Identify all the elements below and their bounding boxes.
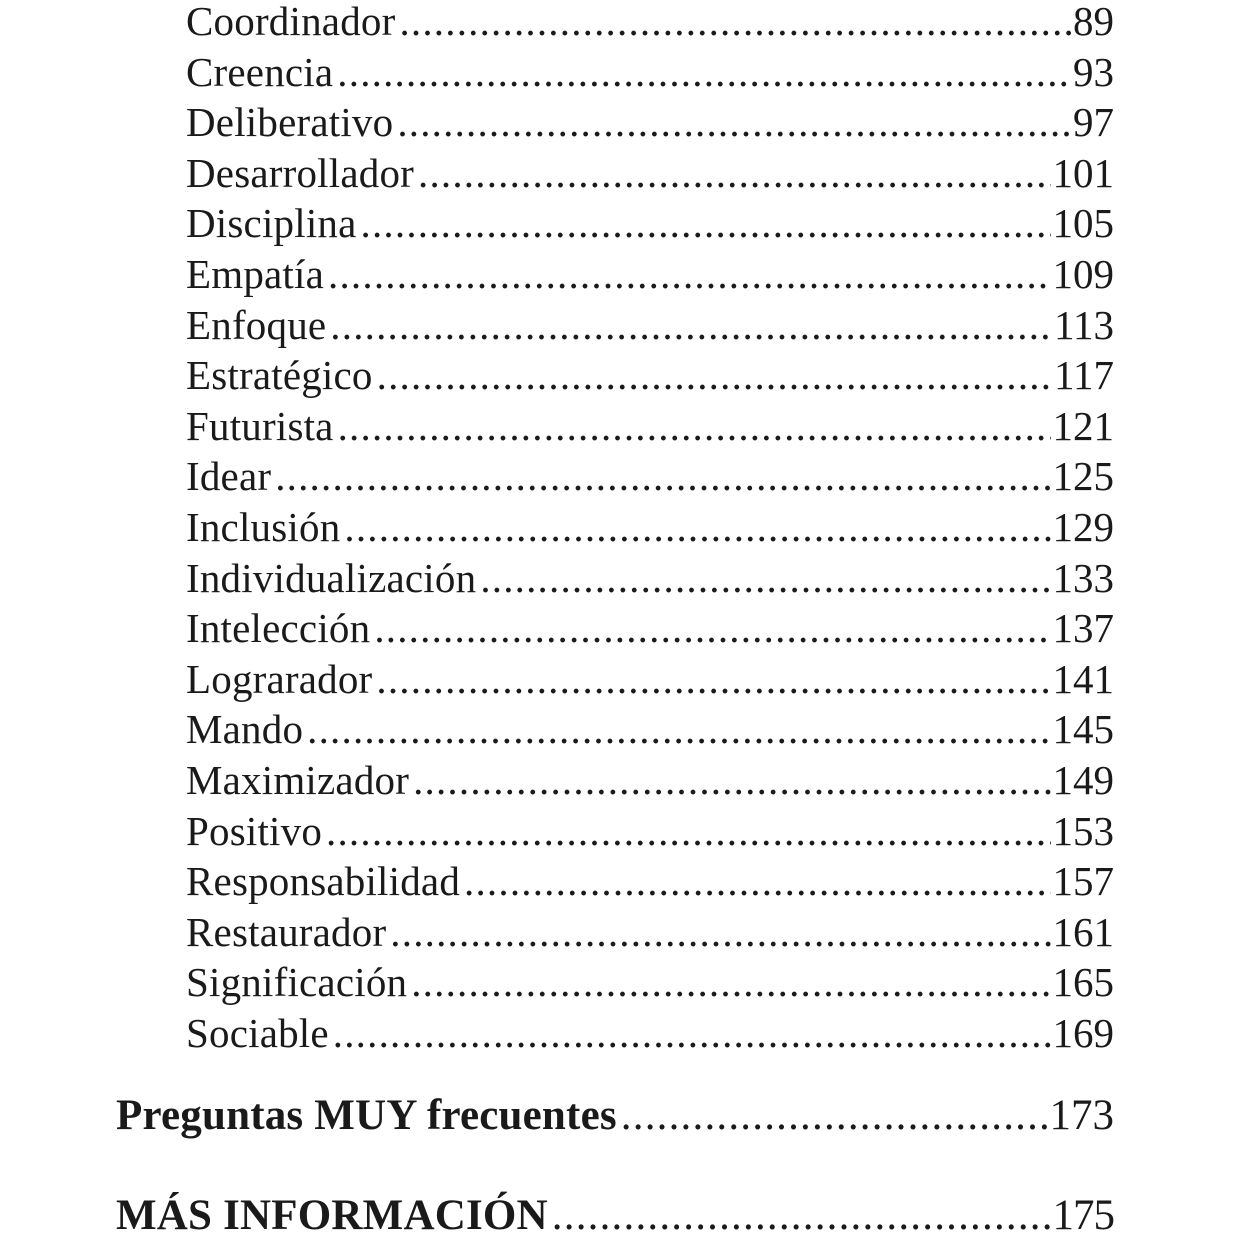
toc-entry-responsabilidad[interactable] xyxy=(186,856,1114,907)
dot-leader xyxy=(411,957,1050,1008)
toc-entry-page-number: 109 xyxy=(1052,250,1114,297)
toc-entry-maximizador[interactable] xyxy=(186,755,1114,806)
toc-entry-idear[interactable] xyxy=(186,451,1114,502)
toc-section-page-number: 175 xyxy=(1052,1192,1114,1239)
toc-entry-label: Desarrollador xyxy=(186,149,414,196)
toc-entry-page-number: 121 xyxy=(1052,402,1114,449)
toc-entry-page-number: 165 xyxy=(1052,959,1114,1006)
toc-entry-enfoque[interactable] xyxy=(186,300,1114,351)
dot-leader xyxy=(326,806,1050,857)
dot-leader xyxy=(390,907,1050,958)
toc-entry-lograrador[interactable] xyxy=(186,654,1114,705)
toc-entry-label: Sociable xyxy=(186,1009,329,1056)
toc-entry-label: Positivo xyxy=(186,807,323,854)
dot-leader xyxy=(413,755,1050,806)
toc-entry-restaurador[interactable] xyxy=(186,907,1114,958)
dot-leader xyxy=(344,502,1050,553)
toc-entry-coordinador[interactable] xyxy=(186,0,1114,47)
toc-entry-page-number: 125 xyxy=(1052,453,1114,500)
toc-section-label: Preguntas MUY frecuentes xyxy=(116,1092,617,1139)
toc-entry-label: Coordinador xyxy=(186,0,396,44)
dot-leader xyxy=(418,148,1051,199)
dot-leader xyxy=(480,553,1050,604)
dot-leader xyxy=(376,654,1050,705)
dot-leader xyxy=(328,249,1050,300)
toc-entry-label: Idear xyxy=(186,453,272,500)
toc-entry-label: Individualización xyxy=(186,554,477,601)
dot-leader xyxy=(464,856,1050,907)
toc-entry-label: Estratégico xyxy=(186,352,373,399)
toc-entry-label: Futurista xyxy=(186,402,334,449)
dot-leader xyxy=(275,451,1050,502)
dot-leader xyxy=(338,401,1051,452)
toc-entry-futurista[interactable] xyxy=(186,401,1114,452)
dot-leader xyxy=(330,300,1052,351)
dot-leader xyxy=(399,0,1071,47)
toc-entry-label: Restaurador xyxy=(186,908,387,955)
toc-entry-estrategico[interactable] xyxy=(186,350,1114,401)
toc-entry-page-number: 89 xyxy=(1073,0,1114,44)
toc-entry-page-number: 141 xyxy=(1052,655,1114,702)
toc-entry-page-number: 153 xyxy=(1052,807,1114,854)
toc-entry-empatia[interactable] xyxy=(186,249,1114,300)
toc-list xyxy=(186,0,1114,1058)
toc-entry-label: Empatía xyxy=(186,250,325,297)
toc-entry-label: Disciplina xyxy=(186,200,357,247)
toc-entry-page-number: 101 xyxy=(1052,149,1114,196)
toc-entry-label: Mando xyxy=(186,706,304,753)
dot-leader xyxy=(333,1008,1051,1059)
dot-leader xyxy=(377,350,1052,401)
toc-entry-page-number: 113 xyxy=(1054,301,1114,348)
toc-entry-mando[interactable] xyxy=(186,704,1114,755)
toc-section-label: MÁS INFORMACIÓN xyxy=(116,1192,548,1239)
toc-entry-label: Inclusión xyxy=(186,503,341,550)
toc-section-page-number: 173 xyxy=(1049,1092,1114,1139)
toc-entry-page-number: 97 xyxy=(1073,99,1114,146)
dot-leader xyxy=(552,1188,1051,1244)
toc-entry-label: Lograrador xyxy=(186,655,373,702)
toc-entry-page-number: 129 xyxy=(1052,503,1114,550)
toc-entry-label: Creencia xyxy=(186,48,334,95)
toc-entry-page-number: 169 xyxy=(1052,1009,1114,1056)
toc-section-more-info[interactable] xyxy=(116,1188,1114,1244)
toc-entry-significacion[interactable] xyxy=(186,957,1114,1008)
toc-entry-sociable[interactable] xyxy=(186,1008,1114,1059)
dot-leader xyxy=(337,47,1071,98)
toc-entry-page-number: 93 xyxy=(1073,48,1114,95)
toc-entry-label: Intelección xyxy=(186,605,371,652)
toc-entry-label: Responsabilidad xyxy=(186,858,461,905)
toc-entry-page-number: 149 xyxy=(1052,756,1114,803)
dot-leader xyxy=(361,198,1051,249)
toc-entry-page-number: 157 xyxy=(1052,858,1114,905)
toc-entry-label: Deliberativo xyxy=(186,99,394,146)
toc-entry-page-number: 133 xyxy=(1052,554,1114,601)
toc-entry-positivo[interactable] xyxy=(186,806,1114,857)
toc-entry-inteleccion[interactable] xyxy=(186,603,1114,654)
toc-entry-deliberativo[interactable] xyxy=(186,97,1114,148)
toc-entry-page-number: 145 xyxy=(1052,706,1114,753)
toc-entry-page-number: 137 xyxy=(1052,605,1114,652)
toc-section-faq[interactable] xyxy=(116,1088,1114,1144)
toc-entry-label: Maximizador xyxy=(186,756,410,803)
toc-entry-inclusion[interactable] xyxy=(186,502,1114,553)
toc-entry-individualizacion[interactable] xyxy=(186,553,1114,604)
toc-entry-page-number: 117 xyxy=(1054,352,1114,399)
toc-entry-label: Enfoque xyxy=(186,301,327,348)
dot-leader xyxy=(621,1088,1048,1144)
toc-entry-page-number: 161 xyxy=(1052,908,1114,955)
dot-leader xyxy=(374,603,1050,654)
toc-entry-label: Significación xyxy=(186,959,408,1006)
toc-entry-creencia[interactable] xyxy=(186,47,1114,98)
dot-leader xyxy=(397,97,1071,148)
toc-entry-desarrollador[interactable] xyxy=(186,148,1114,199)
toc-entry-page-number: 105 xyxy=(1052,200,1114,247)
toc-entry-disciplina[interactable] xyxy=(186,198,1114,249)
dot-leader xyxy=(307,704,1050,755)
